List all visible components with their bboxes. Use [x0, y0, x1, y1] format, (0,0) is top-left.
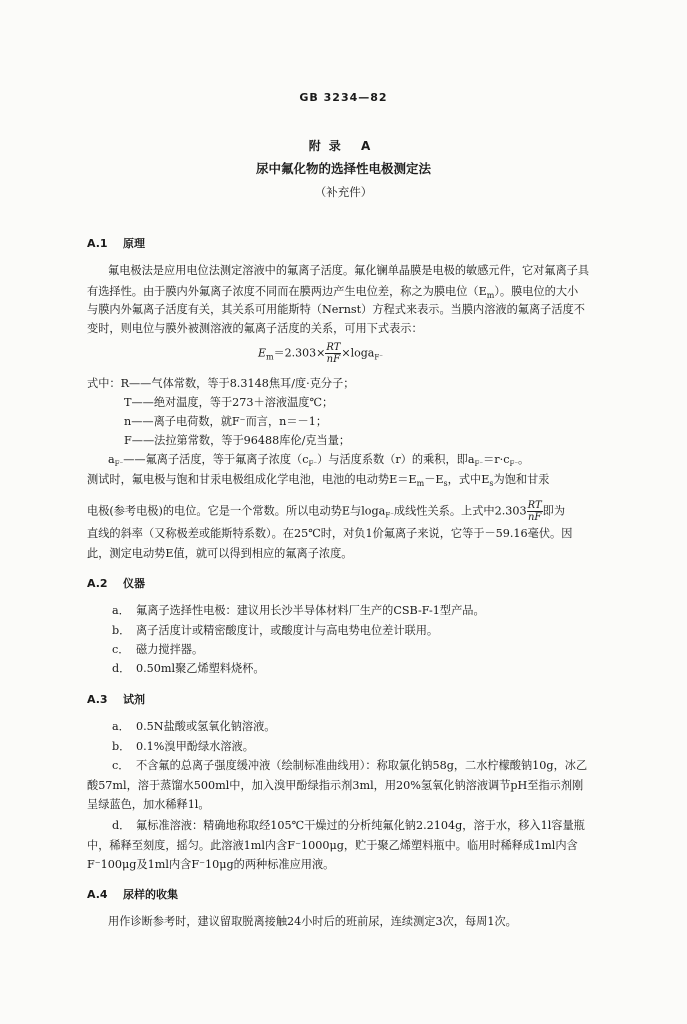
paragraph-line: 氟电极法是应用电位法测定溶液中的氟离子活度。氟化镧单晶膜是电极的敏感元件，它对氟离子具 — [108, 264, 590, 277]
list-item: d． 0.50ml聚乙烯塑料烧杯。 — [112, 662, 265, 675]
document-title: 尿中氟化物的选择性电极测定法 — [255, 161, 431, 176]
title-note: （补充件） — [314, 185, 373, 199]
section-a4-heading — [87, 889, 178, 900]
page-header: GB 3234—82 — [299, 91, 388, 104]
section-a1-heading — [87, 238, 145, 249]
list-item: b． 离子活度计或精密酸度计，或酸度计与高电势电位差计联用。 — [112, 624, 439, 637]
definition-af: $a_{F^-}——$氟离子活度，等于氟离子浓度$(c_{F^-})$与活度系数（r）的乘积，即$a_{F^-}=r\cdot c_{F^-}$。 — [108, 453, 530, 469]
section-a3-heading — [87, 694, 145, 705]
list-item: c． 磁力搅拌器。 — [112, 643, 204, 656]
appendix-label: 附录 A — [308, 139, 379, 153]
section-number: A.3 — [87, 693, 108, 706]
nernst-equation: $E_m=2.303\times$ $\frac{RT}{nF}$ ×loga$_{F^-}$ — [258, 342, 383, 365]
definition-f: F——法拉第常数，等于96488库伦/克当量； — [124, 434, 351, 447]
paragraph-line: 酸57ml，溶于蒸馏水500ml中，加入溴甲酚绿指示剂3ml，用20%氢氧化钠溶液调节pH至指示剂刚 — [87, 779, 584, 792]
section-title: 仪器 — [123, 577, 145, 590]
paragraph-line: F⁻100μg及1ml内含F⁻10μg的两种标准应用液。 — [87, 858, 335, 871]
paragraph-line: 中，稀释至刻度，摇匀。此溶液1ml内含F⁻1000μg，贮于聚乙烯塑料瓶中。临用时稀释成1ml内含 — [87, 839, 578, 852]
list-item: a． 氟离子选择性电极：建议用长沙半导体材料厂生产的CSB-F-1型产品。 — [112, 604, 485, 617]
fraction-rt-nf: $\frac{RT}{nF}$ — [326, 342, 341, 365]
section-number: A.2 — [87, 577, 108, 590]
paragraph-line: 呈绿蓝色，加水稀释1l。 — [87, 798, 210, 811]
section-number: A.1 — [87, 237, 108, 250]
list-item: c． 不含氟的总离子强度缓冲液（绘制标准曲线用）：称取氯化钠58g，二水柠檬酸钠10g，冰乙 — [112, 759, 588, 772]
paragraph-line: 变时，则电位与膜外被测溶液的氟离子活度的关系，可用下式表示： — [87, 322, 423, 335]
definition-t: T——绝对温度，等于273＋溶液温度℃； — [124, 396, 334, 409]
section-title: 原理 — [123, 237, 145, 250]
list-item: d． 氟标准溶液：精确地称取经105℃干燥过的分析纯氟化钠2.2104g，溶于水，移入1l容量瓶 — [112, 819, 585, 832]
paragraph-line: 电极(参考电极)的电位。它是一个常数。所以电动势E与loga$_{F^-}$成线性关系。上式中2.303 $\frac{RT}{nF}$ 即为 — [87, 500, 566, 523]
definition-r: 式中：R——气体常数，等于8.3148焦耳/度·克分子； — [87, 377, 355, 390]
section-title: 尿样的收集 — [123, 888, 178, 901]
section-a2-heading — [87, 578, 145, 589]
paragraph-line: 用作诊断参考时，建议留取脱离接触24小时后的班前尿，连续测定3次，每周1次。 — [108, 915, 517, 928]
fraction-rt-nf: $\frac{RT}{nF}$ — [527, 500, 542, 523]
definition-n: n——离子电荷数，就F⁻而言，n＝－1； — [124, 415, 328, 428]
section-number: A.4 — [87, 888, 108, 901]
section-title: 试剂 — [123, 693, 145, 706]
list-item: a． 0.5N盐酸或氢氧化钠溶液。 — [112, 720, 276, 733]
paragraph-line: 此，测定电动势E值，就可以得到相应的氟离子浓度。 — [87, 547, 353, 560]
paragraph-line: 直线的斜率（又称极差或能斯特系数）。在25℃时，对负1价氟离子来说，它等于－59.16毫伏。因 — [87, 527, 573, 540]
paragraph-line: 有选择性。由于膜内外氟离子浓度不同而在膜两边产生电位差，称之为膜电位$(E_m)$。膜电位的大小 — [87, 285, 579, 301]
paragraph-line: 与膜内外氟离子活度有关，其关系可用能斯特（Nernst）方程式来表示。当膜内溶液的氟离子活度不 — [87, 303, 585, 316]
list-item: b． 0.1%溴甲酚绿水溶液。 — [112, 740, 254, 753]
paragraph-line: 测试时，氟电极与饱和甘汞电极组成化学电池，电池的电动势$E=E_m-E_s$，式中$E_s$为饱和甘汞 — [87, 473, 550, 489]
